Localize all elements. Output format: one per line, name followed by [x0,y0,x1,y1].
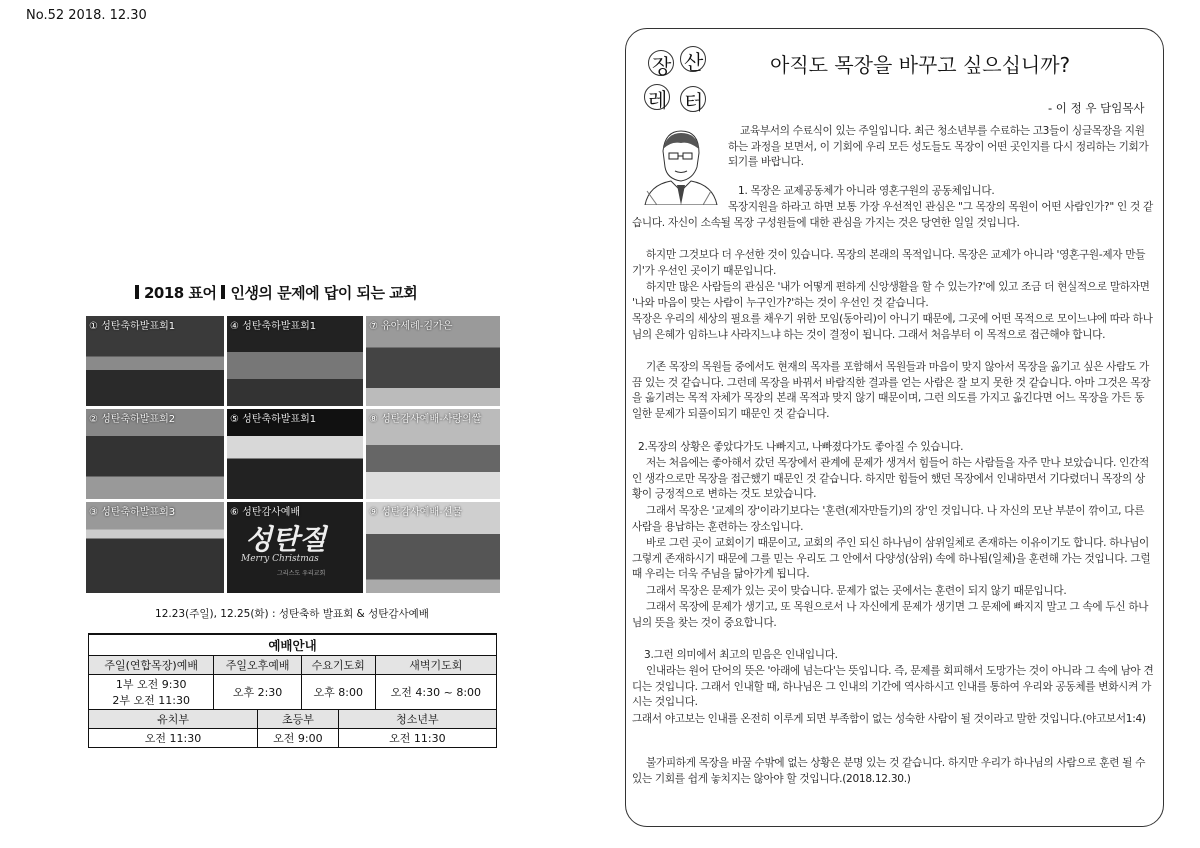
slogan-title [130,282,470,303]
paragraph: 목장지원을 하라고 하면 보통 가장 우선적인 관심은 "그 목장의 목원이 어떤 사람인가?" 인 것 같습니다. 자신이 소속될 목장 구성원들에 대한 관심을 가지는 것은 당연한 일일 것입니다. [632,201,1153,229]
slogan-year: 2018 표어 [144,284,217,302]
paragraph: 기존 목장의 목원들 중에서도 현재의 목자를 포함해서 목원들과 마음이 맞지 않아서 목장을 옮기고 싶은 사람도 가끔 있는 것 같습니다. 그런데 목장을 바꿔서 바람직한 결과를 얻는 사람은 잘 보지 못한 것 같습니다. 아마 그것은 목장을 옮기려는 목적 자체가 목장의 본래 목적과 맞지 않기 때문이며, 그런 의도를 가지고 옮긴다면 어느 목장을 가든 동일한 문제가 되풀이되기 때문인 것 같습니다. [632,361,1151,421]
paragraph-heading-2: 2.목장의 상황은 좋았다가도 나빠지고, 나빠졌다가도 좋아질 수 있습니다. [638,441,964,453]
badge-char: 장 [652,54,672,78]
cell-youth-time: 오전 11:30 [338,729,496,748]
paragraph-intro: 교육부서의 수료식이 있는 주일입니다. 최근 청소년부를 수료하는 고3들이 싱글목장을 지원하는 과정을 보면서, 이 기회에 우리 모든 성도들도 목장이 어떤 곳인지를 다시 정리하는 기회가 되기를 바랍니다. [728,125,1149,169]
title-bar-icon [135,285,139,299]
photo-8 [366,409,500,499]
column-author: - 이 정 우 담임목사 [1048,101,1145,115]
issue-number: No.52 2018. 12.30 [26,8,147,23]
photos-caption: 12.23(주일), 12.25(화) : 성탄축하 발표회 & 성탄감사예배 [155,608,429,620]
paragraph-closing: 불가피하게 목장을 바꿀 수밖에 없는 상황은 분명 있는 것 같습니다. 하지만 우리가 하나님의 사람으로 훈련 될 수 있는 기회를 쉽게 놓치지는 않아야 할 것입니다.(2018.12.30.) [632,757,1146,785]
photo-6 [227,502,363,593]
paragraph: 그래서 목장은 문제가 있는 곳이 맞습니다. 문제가 없는 곳에서는 훈련이 되지 않기 때문입니다. [646,585,1067,597]
header-sunday-afternoon: 주일오후예배 [214,656,301,675]
photo-caption: ⑧ 성탄감사예배-사랑의쌀 [369,414,482,425]
header-youth: 청소년부 [338,710,496,729]
cell-elementary-time: 오전 9:00 [258,729,339,748]
header-kindergarten: 유치부 [89,710,258,729]
photo-caption: ④ 성탄축하발표회1 [230,321,317,332]
poster-subtitle: Merry Christmas [241,554,319,564]
photo-caption: ⑥ 성탄감사예배 [230,507,301,518]
photo-4 [227,316,363,406]
photo-1 [86,316,224,406]
badge-char: 산 [684,50,704,74]
paragraph: 그래서 목장에 문제가 생기고, 또 목원으로서 나 자신에게 문제가 생기면 그 문제에 빠지지 말고 그 속에 두신 하나님의 뜻을 찾는 것이 중요합니다. [632,601,1149,629]
paragraph-heading-1: 1. 목장은 교제공동체가 아니라 영혼구원의 공동체입니다. [738,185,995,197]
header-sunday: 주일(연합목장)예배 [89,656,214,675]
paragraph: 그래서 목장은 '교제의 장'이라기보다는 '훈련(제자만들기)의 장'인 것입니다. 나 자신의 모난 부분이 깎이고, 다른 사람을 용납하는 훈련하는 장소입니다. [632,505,1145,533]
photo-7 [366,316,500,406]
header-elementary: 초등부 [258,710,339,729]
cell-sunday-times [89,675,214,710]
badge-char: 레 [648,88,668,112]
photo-2 [86,409,224,499]
pastor-portrait-image [637,121,721,205]
photo-caption: ① 성탄축하발표회1 [89,321,176,332]
paragraph: 바로 그런 곳이 교회이기 때문이고, 교회의 주인 되신 하나님이 삼위일체로 존재하는 이유이기도 합니다. 하나님이 그렇게 존재하시기 때문에 그를 믿는 우리도 그 안에서 다양성(삼위) 속에 하나됨(일체)을 훈련해 가는 것입니다. 그럴 때 우리는 더욱 주님을 닮아가게 됩니다. [632,537,1151,581]
header-wednesday: 수요기도회 [301,656,375,675]
column-headline: 아직도 목장을 바꾸고 싶으십니까? [770,53,1071,77]
title-bar-icon [221,285,225,299]
cell-wednesday-time: 오후 8:00 [301,675,375,710]
photo-caption: ③ 성탄축하발표회3 [89,507,176,518]
poster-footer: 그리스도 우리교회 [277,570,326,577]
photo-caption: ⑤ 성탄축하발표회1 [230,414,317,425]
photo-grid [86,316,498,593]
paragraph-heading-3: 3.그런 의미에서 최고의 믿음은 인내입니다. [644,649,838,661]
photo-5 [227,409,363,499]
worship-schedule-table [88,633,497,748]
photo-caption: ⑨ 성탄감사예배-선물 [369,507,463,518]
slogan-text: 인생의 문제에 답이 되는 교회 [230,284,418,302]
paragraph: 목장은 우리의 세상의 필요를 채우기 위한 모임(동아리)이 아니기 때문에, 그곳에 어떤 목적으로 모이느냐에 따라 하나님의 은혜가 임하느냐 사라지느냐 하는 것이 결정이 됩니다. 그래서 처음부터 이 목적으로 접근해야 합니다. [632,313,1153,341]
cell-kindergarten-time: 오전 11:30 [89,729,258,748]
cell-afternoon-time: 오후 2:30 [214,675,301,710]
photo-3 [86,502,224,593]
photo-9 [366,502,500,593]
poster-title: 성탄절 [245,523,327,556]
worship-title: 예배안내 [89,634,497,656]
paragraph: 인내라는 원어 단어의 뜻은 '아래에 넘는다'는 뜻입니다. 즉, 문제를 회피해서 도망가는 것이 아니라 그 속에 남아 견디는 것입니다. 그래서 인내할 때, 하나님은 그 인내의 기간에 역사하시고 인내를 통하여 우리와 공동체를 변화시켜 가시는 것입니다. [632,665,1154,709]
time-2nd-service: 2부 오전 11:30 [112,694,190,707]
column-badge [640,46,712,116]
paragraph: 저는 처음에는 좋아해서 갔던 목장에서 관계에 문제가 생겨서 힘들어 하는 사람들을 자주 만나 보았습니다. 인간적인 생각으로만 목장을 접근했기 때문인 것 같습니다. 하지만 힘들어 했던 목장에서 인내하면서 기다렸더니 목장의 상황이 긍정적으로 변하는 것도 보았습니다. [632,457,1149,501]
header-dawn: 새벽기도회 [375,656,496,675]
paragraph: 그래서 야고보는 인내를 온전히 이루게 되면 부족함이 없는 성숙한 사람이 될 것이라고 말한 것입니다.(야고보서1:4) [632,713,1146,725]
time-1st-service: 1부 오전 9:30 [115,678,187,691]
paragraph: 하지만 많은 사람들의 관심은 '내가 어떻게 편하게 신앙생활을 할 수 있는가?'에 있고 조금 더 현실적으로 말하자면 '나와 마음이 맞는 사람이 누구인가?'하는 것이 우선인 것 같습니다. [632,281,1150,309]
photo-caption: ⑦ 유아세례-김가은 [369,321,453,332]
cell-dawn-time: 오전 4:30 ~ 8:00 [375,675,496,710]
photo-caption: ② 성탄축하발표회2 [89,414,176,425]
paragraph: 하지만 그것보다 더 우선한 것이 있습니다. 목장의 본래의 목적입니다. 목장은 교제가 아니라 '영혼구원-제자 만들기'가 우선인 곳이기 때문입니다. [632,249,1146,277]
badge-char: 터 [684,90,704,114]
